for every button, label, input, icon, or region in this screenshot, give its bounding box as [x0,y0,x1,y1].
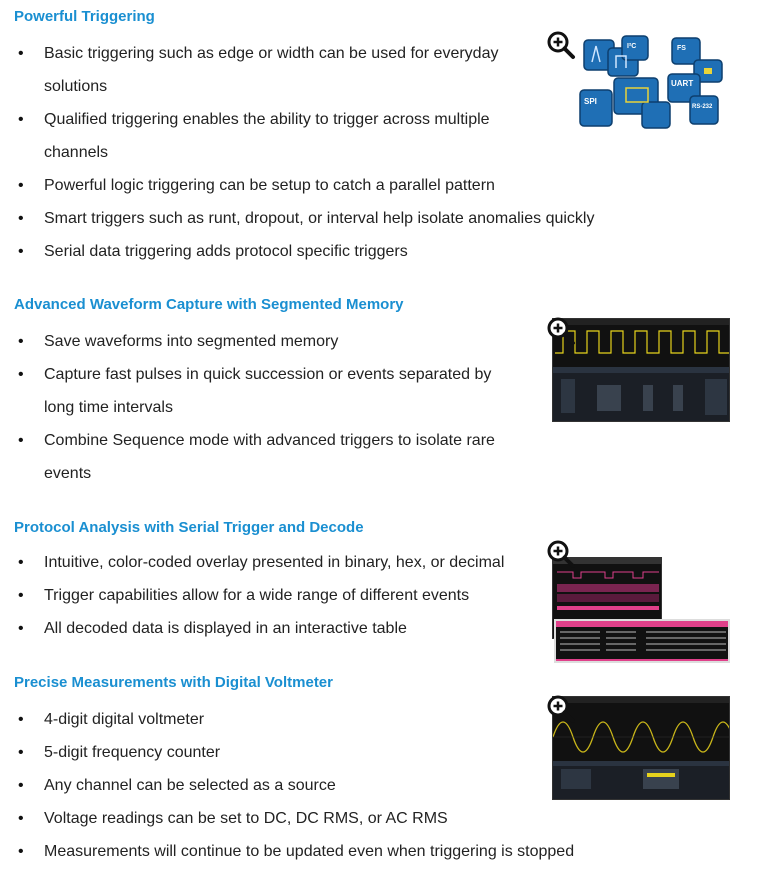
list-item: • Any channel can be selected as a source [18,769,638,802]
section-heading: Precise Measurements with Digital Voltmeter [14,674,333,691]
zoom-in-icon[interactable] [546,316,576,346]
section-heading: Protocol Analysis with Serial Trigger and Decode [14,519,364,536]
voltmeter-screenshot[interactable] [546,694,732,802]
list-item: • Smart triggers such as runt, dropout, or interval help isolate anomalies quickly [18,202,618,235]
bullet-list [18,37,618,268]
zoom-in-icon [549,33,573,57]
bullet-list [18,325,538,490]
bullet-list [18,546,538,645]
list-item: • Measurements will continue to be updated even when triggering is stopped [18,835,638,868]
section-powerful-triggering [0,0,764,290]
list-item: • Combine Sequence mode with advanced triggers to isolate rare events [18,424,518,490]
list-item: • 4-digit digital voltmeter [18,703,638,736]
protocol-decode-screenshot[interactable] [546,539,732,643]
list-item: • Trigger capabilities allow for a wide range of different events [18,579,538,612]
list-item: • Capture fast pulses in quick succession or events separated by long time intervals [18,358,518,424]
trigger-types-image[interactable] [546,30,726,134]
section-segmented-memory [0,290,764,515]
segmented-memory-screenshot[interactable] [546,316,732,424]
zoom-in-icon[interactable] [546,539,576,569]
list-item: • Intuitive, color-coded overlay presented in binary, hex, or decimal [18,546,538,579]
zoom-in-icon[interactable] [546,694,576,724]
trigger-tiles-graphic [546,30,726,134]
section-heading: Powerful Triggering [14,8,155,25]
tile-label: RS-232 [692,104,713,110]
scope-screen [552,318,730,422]
list-item: • Qualified triggering enables the ability to trigger across multiple channels [18,103,518,169]
list-item: • 5-digit frequency counter [18,736,638,769]
section-protocol-analysis [0,515,764,670]
list-item: • Save waveforms into segmented memory [18,325,518,358]
decode-table [554,619,730,663]
list-item: • Powerful logic triggering can be setup to catch a parallel pattern [18,169,618,202]
tile-label: FS [677,45,686,52]
list-item: • Basic triggering such as edge or width can be used for everyday solutions [18,37,518,103]
list-item: • Serial data triggering adds protocol specific triggers [18,235,618,268]
section-heading: Advanced Waveform Capture with Segmented Memory [14,296,404,313]
tile-label: SPI [584,97,597,106]
bullet-list [18,703,638,868]
list-item: • Voltage readings can be set to DC, DC RMS, or AC RMS [18,802,638,835]
scope-screen [552,696,730,800]
list-item: • All decoded data is displayed in an interactive table [18,612,538,645]
tile-label: I²C [627,43,637,50]
section-digital-voltmeter [0,670,764,881]
tile-label: UART [671,79,694,88]
